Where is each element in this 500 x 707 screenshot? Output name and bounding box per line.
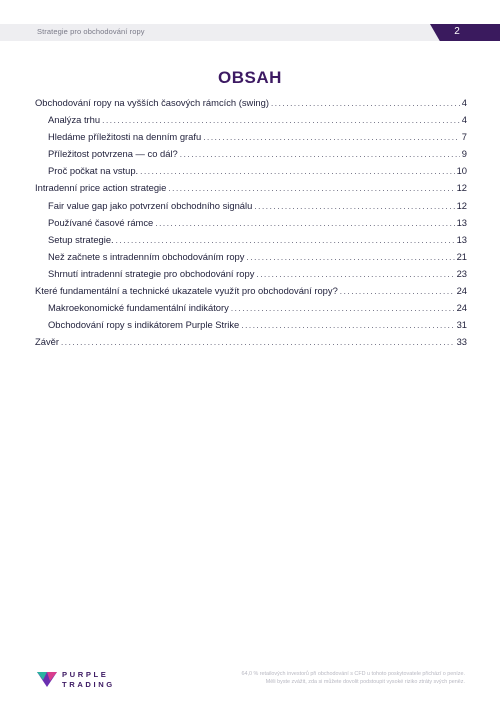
toc-entry-label: Obchodování ropy s indikátorem Purple Strike — [48, 319, 240, 331]
toc-entry-label: Analýza trhu — [48, 114, 101, 126]
disclaimer-line-2: Měli byste zvážit, zda si můžete dovolit podstoupit vysoké riziko ztráty svých peněz. — [265, 679, 465, 685]
toc-heading: OBSAH — [218, 68, 282, 87]
toc-entry-page: 24 — [456, 302, 467, 314]
toc-entry-label: Než začnete s intradenním obchodováním ropy — [48, 250, 245, 262]
toc-entry-page: 31 — [456, 319, 467, 331]
toc-entry-page: 13 — [456, 233, 467, 245]
toc-entry[interactable] — [35, 336, 467, 353]
toc-entry-label: Závěr — [35, 336, 59, 348]
logo-text — [62, 670, 115, 690]
toc-leader-dots — [102, 116, 460, 125]
toc-entry[interactable] — [35, 285, 467, 302]
toc-entry-page: 9 — [461, 148, 467, 160]
logo-triangle-icon — [37, 670, 57, 688]
toc-entry-label: Obchodování ropy na vyšších časových rámcích (swing) — [35, 97, 269, 108]
toc-entry-page: 10 — [456, 165, 467, 177]
toc-leader-dots — [203, 133, 460, 142]
toc-entry-label: Hledáme příležitosti na denním grafu — [48, 131, 202, 143]
toc-leader-dots — [155, 219, 454, 228]
toc-leader-dots — [140, 167, 454, 176]
toc-leader-dots — [241, 321, 454, 330]
toc-leader-dots — [168, 184, 454, 193]
toc-entry-label: Setup strategie. — [48, 233, 114, 245]
toc-entry-page: 21 — [456, 250, 467, 262]
toc-entry-label: Které fundamentální a technické ukazatele využít pro obchodování ropy? — [35, 285, 338, 297]
page-number: 2 — [454, 26, 460, 37]
toc-leader-dots — [116, 236, 455, 245]
toc-entry[interactable] — [35, 200, 467, 217]
toc-entry[interactable] — [35, 217, 467, 234]
toc-entry-page: 33 — [456, 336, 467, 348]
toc-entry-label: Používané časové rámce — [48, 216, 154, 228]
purple-trading-logo — [37, 668, 147, 692]
toc-entry-label: Fair value gap jako potvrzení obchodního signálu — [48, 199, 253, 211]
toc-entry-label: Makroekonomické fundamentální indikátory — [48, 302, 229, 314]
toc-entry[interactable] — [35, 268, 467, 285]
toc-entry-page: 4 — [461, 114, 467, 126]
toc-leader-dots — [340, 287, 455, 296]
toc-entry-page: 7 — [461, 131, 467, 143]
toc-entry[interactable] — [35, 234, 467, 251]
toc-entry-page: 24 — [456, 285, 467, 297]
toc-entry-label: Proč počkat na vstup. — [48, 165, 139, 177]
toc-leader-dots — [246, 253, 454, 262]
toc-entry[interactable] — [35, 131, 467, 148]
disclaimer-line-1: 64,0 % retailových investorů při obchodování s CFD u tohoto poskytovatele přichází o peníze. — [241, 671, 465, 677]
toc-entry-page: 12 — [456, 182, 467, 194]
toc-entry-page: 13 — [456, 216, 467, 228]
toc-leader-dots — [180, 150, 460, 159]
toc-leader-dots — [61, 338, 455, 347]
toc-entry[interactable] — [35, 97, 467, 114]
toc-entry[interactable] — [35, 148, 467, 165]
toc-entry[interactable] — [35, 319, 467, 336]
toc-leader-dots — [271, 99, 460, 108]
toc-entry-label: Intradenní price action strategie — [35, 182, 167, 194]
toc-entry-page: 23 — [456, 267, 467, 279]
toc-leader-dots — [231, 304, 455, 313]
toc-entry-label: Příležitost potvrzena — co dál? — [48, 148, 178, 160]
toc-entry[interactable] — [35, 114, 467, 131]
toc-entry[interactable] — [35, 182, 467, 199]
toc-entry[interactable] — [35, 165, 467, 182]
logo-text-line2: TRADING — [62, 680, 115, 689]
toc-entry-label: Shrnutí intradenní strategie pro obchodování ropy — [48, 267, 255, 279]
toc-entry[interactable] — [35, 251, 467, 268]
toc-entry-page: 4 — [461, 97, 467, 108]
toc-entry[interactable] — [35, 302, 467, 319]
page-number-badge — [430, 24, 500, 41]
toc-entry-page: 12 — [456, 199, 467, 211]
risk-disclaimer — [195, 670, 465, 686]
table-of-contents — [35, 97, 467, 353]
toc-leader-dots — [256, 270, 454, 279]
document-title: Strategie pro obchodování ropy — [37, 27, 145, 36]
toc-leader-dots — [254, 202, 454, 211]
logo-text-line1: PURPLE — [62, 670, 109, 679]
